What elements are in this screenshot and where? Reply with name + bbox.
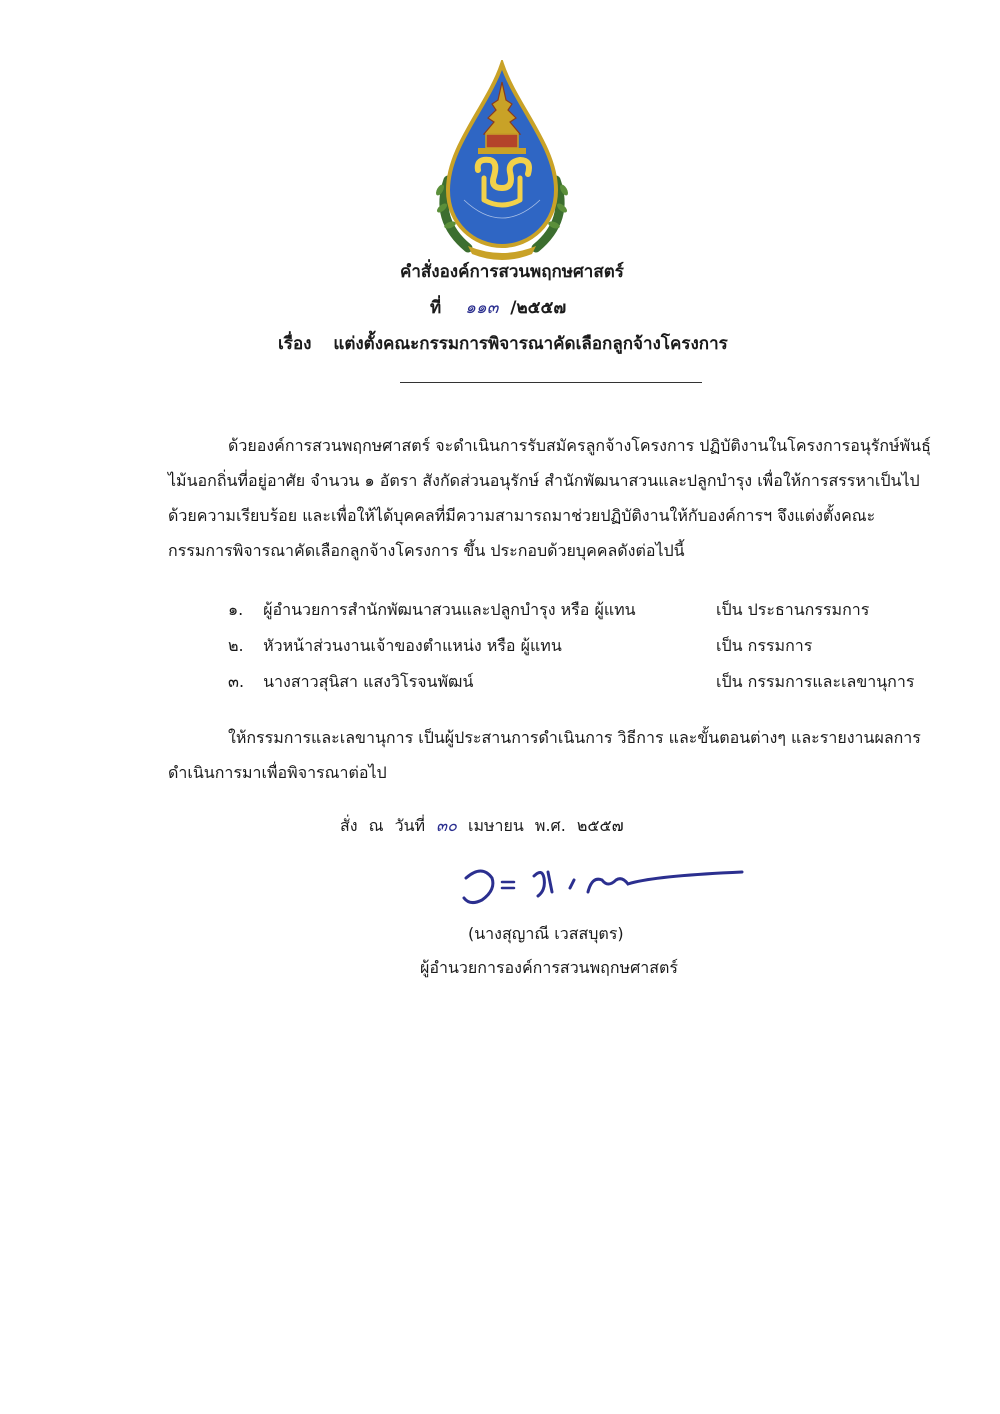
ordered-label: สั่ง (340, 816, 358, 835)
committee-item-number: ๓. (228, 672, 245, 691)
committee-item-number: ๒. (228, 636, 244, 655)
subject-label: เรื่อง (278, 334, 312, 354)
document-title: คำสั่งองค์การสวนพฤกษศาสตร์ (400, 262, 624, 282)
committee-list (228, 592, 948, 700)
body-paragraph-2 (168, 720, 938, 790)
organization-emblem-icon (428, 60, 576, 260)
signer-position: ผู้อำนวยการองค์การสวนพฤกษศาสตร์ (420, 958, 678, 977)
committee-item-name: นางสาวสุนิสา แสงวิโรจนพัฒน์ (263, 672, 474, 691)
subject-text: แต่งตั้งคณะกรรมการพิจารณาคัดเลือกลูกจ้างโครงการ (333, 334, 728, 354)
order-year: /๒๕๕๗ (510, 298, 567, 318)
committee-item-number: ๑. (228, 600, 244, 619)
date-day: ๓๐ (436, 816, 457, 835)
committee-item (228, 628, 948, 664)
at-label: ณ (368, 816, 384, 835)
subject-line (278, 330, 728, 357)
committee-item (228, 664, 948, 700)
paragraph-2-text: ให้กรรมการและเลขานุการ เป็นผู้ประสานการดำเนินการ วิธีการ และขั้นตอนต่างๆ และรายงานผลการดำเนินการมาเพื่อพิจารณาต่อไป (168, 728, 921, 782)
date-month-year: เมษายน พ.ศ. ๒๕๕๗ (467, 816, 624, 835)
committee-item-name: หัวหน้าส่วนงานเจ้าของตำแหน่ง หรือ ผู้แทน (263, 636, 562, 655)
number-label: ที่ (430, 298, 442, 318)
signer-name: (นางสุญาณี เวสสบุตร) (468, 924, 624, 943)
committee-item-role: เป็น กรรมการ (716, 636, 813, 655)
committee-item-role: เป็น กรรมการและเลขานุการ (716, 672, 915, 691)
order-date-line (340, 814, 624, 839)
committee-item-role: เป็น ประธานกรรมการ (716, 600, 870, 619)
header-divider (400, 382, 702, 383)
handwritten-signature (452, 858, 752, 908)
committee-item-name: ผู้อำนวยการสำนักพัฒนาสวนและปลูกบำรุง หรือ ผู้แทน (263, 600, 636, 619)
order-number: ๑๑๓ (465, 298, 499, 318)
paragraph-1-text: ด้วยองค์การสวนพฤกษศาสตร์ จะดำเนินการรับสมัครลูกจ้างโครงการ ปฏิบัติงานในโครงการอนุรักษ์พันธุ์ไม้นอกถิ่นที่อยู่อาศัย จำนวน ๑ อัตรา สังกัดส่วนอนุรักษ์ สำนักพัฒนาสวนและปลูกบำรุง เพื่อให้การสรรหาเป็นไปด้วยความเรียบร้อย และเพื่อให้ได้บุคคลที่มีความสามารถมาช่วยปฏิบัติงานให้กับองค์การฯ จึงแต่งตั้งคณะกรรมการพิจารณาคัดเลือกลูกจ้างโครงการ ขึ้น ประกอบด้วยบุคคลดังต่อไปนี้ (168, 436, 931, 560)
date-label: วันที่ (394, 816, 426, 835)
order-number-line (430, 294, 566, 321)
body-paragraph-1 (168, 428, 938, 568)
committee-item (228, 592, 948, 628)
